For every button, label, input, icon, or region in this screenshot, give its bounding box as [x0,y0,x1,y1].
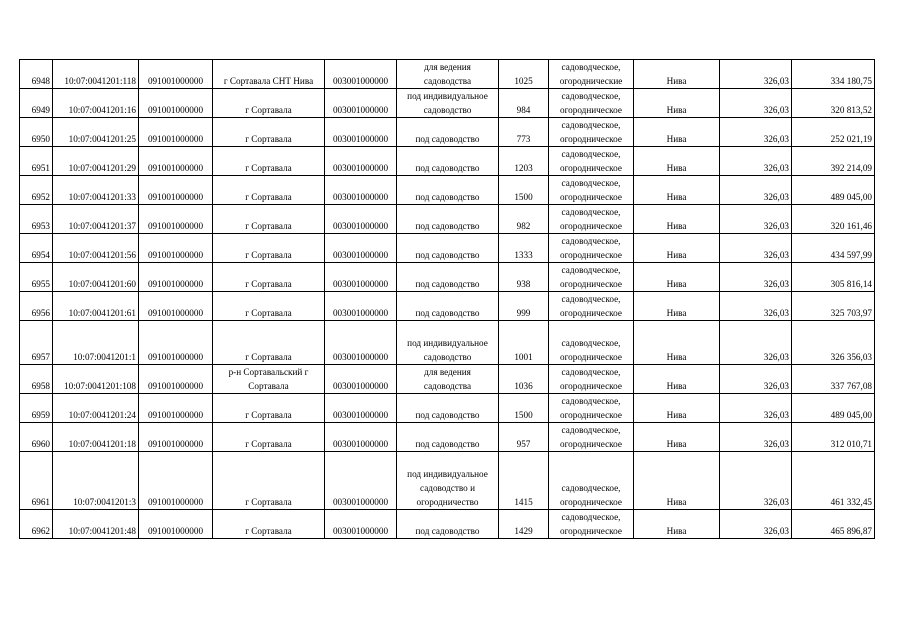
land-category-cell [549,394,634,423]
location-cell [213,118,325,147]
permitted-use-line: под садоводство [415,134,480,144]
land-category-line: садоводческое, [561,149,621,159]
row-number-cell: 6959 [20,394,53,423]
land-category-line: огородническое [560,279,622,289]
location-cell [213,321,325,365]
location-line: г Сортавала [245,221,292,231]
specific-rate-cell: 326,03 [720,292,792,321]
cadastral-number-cell: 10:07:0041201:16 [53,89,139,118]
zone-name-cell: Нива [634,394,720,423]
specific-rate-cell: 326,03 [720,147,792,176]
location-cell [213,365,325,394]
okato-code-cell: 091001000000 [139,234,213,263]
okato-code-cell: 091001000000 [139,394,213,423]
land-category-cell [549,510,634,539]
land-category-line: садоводческое, [561,512,621,522]
cadastral-number-cell: 10:07:0041201:118 [53,60,139,89]
oktmo-code-cell: 003001000000 [325,394,397,423]
oktmo-code-cell: 003001000000 [325,60,397,89]
cadastral-value-cell: 489 045,00 [792,176,875,205]
cadastral-value-cell: 334 180,75 [792,60,875,89]
table-row [20,118,875,147]
cadastral-number-cell: 10:07:0041201:60 [53,263,139,292]
specific-rate-cell: 326,03 [720,394,792,423]
cadastral-number-cell: 10:07:0041201:25 [53,118,139,147]
land-category-line: огородническое [560,134,622,144]
zone-name-cell: Нива [634,118,720,147]
table-row [20,292,875,321]
cadastral-number-cell: 10:07:0041201:33 [53,176,139,205]
permitted-use-line: под садоводство [415,163,480,173]
permitted-use-cell [397,263,499,292]
zone-name-cell: Нива [634,234,720,263]
area-value-cell: 1036 [499,365,549,394]
area-value-cell: 1203 [499,147,549,176]
permitted-use-line: садоводство и [420,483,475,493]
location-line: г Сортавала [245,163,292,173]
location-line: г Сортавала СНТ Нива [223,76,314,86]
oktmo-code-cell: 003001000000 [325,510,397,539]
permitted-use-cell [397,147,499,176]
cadastral-value-cell: 320 161,46 [792,205,875,234]
zone-name-cell: Нива [634,510,720,539]
land-category-cell [549,89,634,118]
land-category-line: огородническое [560,497,622,507]
cadastral-number-cell: 10:07:0041201:56 [53,234,139,263]
permitted-use-cell [397,60,499,89]
location-cell [213,394,325,423]
land-category-line: садоводческое, [561,396,621,406]
zone-name-cell: Нива [634,205,720,234]
permitted-use-cell [397,234,499,263]
land-category-line: садоводческое, [561,425,621,435]
specific-rate-cell: 326,03 [720,205,792,234]
location-line: г Сортавала [245,105,292,115]
location-line: г Сортавала [245,497,292,507]
land-category-line: садоводческое, [561,207,621,217]
permitted-use-line: под индивидуальное [407,338,488,348]
oktmo-code-cell: 003001000000 [325,452,397,510]
cadastral-value-cell: 461 332,45 [792,452,875,510]
cadastral-value-cell: 337 767,08 [792,365,875,394]
okato-code-cell: 091001000000 [139,365,213,394]
permitted-use-line: под индивидуальное [407,91,488,101]
location-cell [213,60,325,89]
cadastral-number-cell: 10:07:0041201:18 [53,423,139,452]
location-cell [213,205,325,234]
cadastral-number-cell: 10:07:0041201:61 [53,292,139,321]
land-category-cell [549,321,634,365]
okato-code-cell: 091001000000 [139,510,213,539]
okato-code-cell: 091001000000 [139,263,213,292]
location-cell [213,176,325,205]
location-line: г Сортавала [245,192,292,202]
land-category-line: садоводческое, [561,62,621,72]
land-category-line: садоводческое, [561,236,621,246]
specific-rate-cell: 326,03 [720,321,792,365]
oktmo-code-cell: 003001000000 [325,423,397,452]
permitted-use-line: садоводство [423,352,472,362]
permitted-use-line: под садоводство [415,250,480,260]
cadastral-value-cell: 312 010,71 [792,423,875,452]
permitted-use-line: под индивидуальное [407,469,488,479]
location-cell [213,147,325,176]
permitted-use-line: садоводства [423,76,472,86]
okato-code-cell: 091001000000 [139,321,213,365]
permitted-use-cell [397,452,499,510]
row-number-cell: 6957 [20,321,53,365]
area-value-cell: 773 [499,118,549,147]
land-category-line: огородническое [560,163,622,173]
okato-code-cell: 091001000000 [139,452,213,510]
permitted-use-line: садоводство [423,105,472,115]
land-category-cell [549,365,634,394]
zone-name-cell: Нива [634,321,720,365]
oktmo-code-cell: 003001000000 [325,147,397,176]
row-number-cell: 6960 [20,423,53,452]
land-category-line: садоводческое, [561,294,621,304]
zone-name-cell: Нива [634,423,720,452]
row-number-cell: 6961 [20,452,53,510]
permitted-use-cell [397,118,499,147]
okato-code-cell: 091001000000 [139,292,213,321]
area-value-cell: 982 [499,205,549,234]
oktmo-code-cell: 003001000000 [325,365,397,394]
area-value-cell: 957 [499,423,549,452]
table-row [20,423,875,452]
oktmo-code-cell: 003001000000 [325,176,397,205]
land-category-line: садоводческое, [561,338,621,348]
area-value-cell: 1429 [499,510,549,539]
table-row [20,263,875,292]
land-category-cell [549,205,634,234]
location-line: г Сортавала [245,134,292,144]
cadastral-number-cell: 10:07:0041201:48 [53,510,139,539]
land-category-cell [549,263,634,292]
zone-name-cell: Нива [634,147,720,176]
permitted-use-line: огородничество [416,497,479,507]
location-cell [213,234,325,263]
location-line: г Сортавала [245,410,292,420]
row-number-cell: 6952 [20,176,53,205]
oktmo-code-cell: 003001000000 [325,321,397,365]
land-category-line: огородническое [560,105,622,115]
land-category-line: огородническое [560,308,622,318]
oktmo-code-cell: 003001000000 [325,89,397,118]
specific-rate-cell: 326,03 [720,234,792,263]
row-number-cell: 6955 [20,263,53,292]
cadastral-number-cell: 10:07:0041201:24 [53,394,139,423]
location-cell [213,510,325,539]
area-value-cell: 938 [499,263,549,292]
zone-name-cell: Нива [634,365,720,394]
land-category-line: огородническое [560,439,622,449]
row-number-cell: 6962 [20,510,53,539]
location-line: р-н Сортавальский г [228,367,309,377]
oktmo-code-cell: 003001000000 [325,234,397,263]
table-row [20,394,875,423]
land-category-cell [549,234,634,263]
row-number-cell: 6950 [20,118,53,147]
land-category-line: огородническое [560,410,622,420]
permitted-use-line: под садоводство [415,308,480,318]
land-category-cell [549,423,634,452]
zone-name-cell: Нива [634,452,720,510]
permitted-use-line: под садоводство [415,439,480,449]
permitted-use-line: для ведения [424,367,471,377]
land-category-cell [549,118,634,147]
oktmo-code-cell: 003001000000 [325,292,397,321]
area-value-cell: 1500 [499,394,549,423]
okato-code-cell: 091001000000 [139,176,213,205]
specific-rate-cell: 326,03 [720,365,792,394]
table-row [20,205,875,234]
location-line: г Сортавала [245,526,292,536]
specific-rate-cell: 326,03 [720,263,792,292]
land-category-cell [549,147,634,176]
permitted-use-line: под садоводство [415,410,480,420]
oktmo-code-cell: 003001000000 [325,118,397,147]
location-line: г Сортавала [245,308,292,318]
permitted-use-line: под садоводство [415,221,480,231]
zone-name-cell: Нива [634,176,720,205]
table-row [20,176,875,205]
land-category-line: огородническое [560,221,622,231]
area-value-cell: 1500 [499,176,549,205]
specific-rate-cell: 326,03 [720,176,792,205]
row-number-cell: 6956 [20,292,53,321]
land-category-cell [549,452,634,510]
cadastral-value-cell: 326 356,03 [792,321,875,365]
land-category-line: садоводческое, [561,178,621,188]
cadastral-number-cell: 10:07:0041201:29 [53,147,139,176]
specific-rate-cell: 326,03 [720,423,792,452]
oktmo-code-cell: 003001000000 [325,263,397,292]
location-cell [213,452,325,510]
okato-code-cell: 091001000000 [139,118,213,147]
zone-name-cell: Нива [634,60,720,89]
area-value-cell: 1415 [499,452,549,510]
cadastral-value-cell: 320 813,52 [792,89,875,118]
permitted-use-cell [397,365,499,394]
permitted-use-cell [397,89,499,118]
cadastral-value-cell: 465 896,87 [792,510,875,539]
cadastral-value-cell: 434 597,99 [792,234,875,263]
area-value-cell: 1001 [499,321,549,365]
land-category-cell [549,292,634,321]
area-value-cell: 984 [499,89,549,118]
land-category-line: огородническое [560,250,622,260]
okato-code-cell: 091001000000 [139,205,213,234]
location-cell [213,423,325,452]
cadastral-number-cell: 10:07:0041201:37 [53,205,139,234]
cadastral-value-cell: 252 021,19 [792,118,875,147]
permitted-use-line: под садоводство [415,192,480,202]
permitted-use-cell [397,292,499,321]
land-category-cell [549,60,634,89]
land-category-line: садоводческое, [561,483,621,493]
row-number-cell: 6958 [20,365,53,394]
zone-name-cell: Нива [634,292,720,321]
table-row [20,452,875,510]
cadastral-value-cell: 305 816,14 [792,263,875,292]
oktmo-code-cell: 003001000000 [325,205,397,234]
permitted-use-cell [397,321,499,365]
cadastral-number-cell: 10:07:0041201:1 [53,321,139,365]
table-body [20,60,875,539]
table-row [20,510,875,539]
land-category-line: огородническое [560,526,622,536]
table-row [20,321,875,365]
permitted-use-cell [397,394,499,423]
permitted-use-line: под садоводство [415,279,480,289]
area-value-cell: 1025 [499,60,549,89]
land-category-line: огородническое [560,192,622,202]
zone-name-cell: Нива [634,263,720,292]
okato-code-cell: 091001000000 [139,60,213,89]
table-row [20,60,875,89]
permitted-use-line: садоводства [423,381,472,391]
cadastral-value-table [19,59,875,539]
table-row [20,234,875,263]
row-number-cell: 6953 [20,205,53,234]
location-cell [213,292,325,321]
location-line: г Сортавала [245,279,292,289]
table-row [20,89,875,118]
land-category-line: огородническое [560,352,622,362]
okato-code-cell: 091001000000 [139,147,213,176]
permitted-use-cell [397,423,499,452]
specific-rate-cell: 326,03 [720,510,792,539]
specific-rate-cell: 326,03 [720,452,792,510]
area-value-cell: 1333 [499,234,549,263]
row-number-cell: 6949 [20,89,53,118]
cadastral-number-cell: 10:07:0041201:3 [53,452,139,510]
cadastral-number-cell: 10:07:0041201:108 [53,365,139,394]
cadastral-value-cell: 489 045,00 [792,394,875,423]
permitted-use-cell [397,510,499,539]
okato-code-cell: 091001000000 [139,89,213,118]
land-category-line: огородническое [560,381,622,391]
location-line: г Сортавала [245,250,292,260]
area-value-cell: 999 [499,292,549,321]
permitted-use-cell [397,176,499,205]
permitted-use-line: для ведения [424,62,471,72]
land-category-line: садоводческое, [561,265,621,275]
land-category-line: огороднические [559,76,623,86]
zone-name-cell: Нива [634,89,720,118]
specific-rate-cell: 326,03 [720,118,792,147]
specific-rate-cell: 326,03 [720,60,792,89]
permitted-use-line: под садоводство [415,526,480,536]
cadastral-value-cell: 392 214,09 [792,147,875,176]
location-line: г Сортавала [245,439,292,449]
cadastral-value-cell: 325 703,97 [792,292,875,321]
row-number-cell: 6954 [20,234,53,263]
row-number-cell: 6951 [20,147,53,176]
table-row [20,147,875,176]
location-line: г Сортавала [245,352,292,362]
specific-rate-cell: 326,03 [720,89,792,118]
land-category-line: садоводческое, [561,91,621,101]
location-cell [213,89,325,118]
table-row [20,365,875,394]
land-category-cell [549,176,634,205]
land-category-line: садоводческое, [561,367,621,377]
okato-code-cell: 091001000000 [139,423,213,452]
location-cell [213,263,325,292]
row-number-cell: 6948 [20,60,53,89]
location-line: Сортавала [248,381,289,391]
land-category-line: садоводческое, [561,120,621,130]
permitted-use-cell [397,205,499,234]
